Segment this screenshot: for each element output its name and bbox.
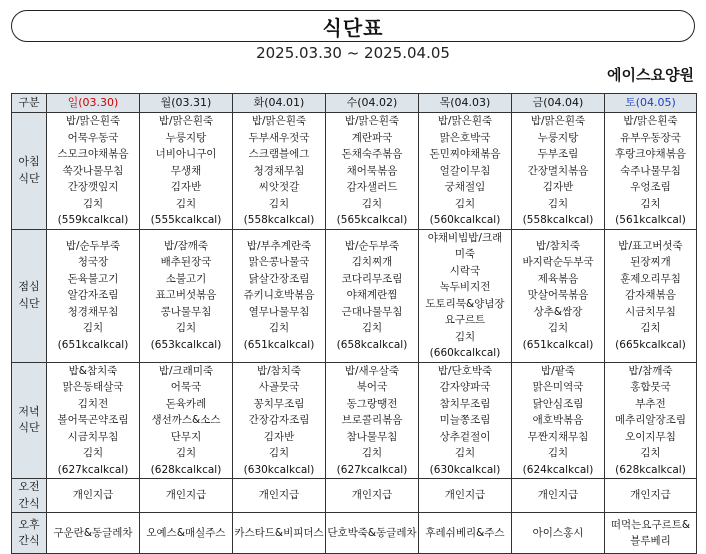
menu-item: 김치 [361,447,383,459]
snack-item: 후레쉬베리&주스 [425,526,505,539]
menu-item: 알감자조림 [67,289,119,302]
menu-item: 밥/표고버섯죽 [618,239,683,252]
menu-item: 간장멸치볶음 [527,164,589,177]
meal-cell [140,362,233,479]
menu-item: 김치 [175,197,197,210]
menu-item: 참나물무침 [346,430,398,443]
calorie-count: (651kcalkcal) [522,338,594,351]
meal-cell [47,113,140,230]
snack-cell [233,479,326,513]
menu-item: 밥/맑은흰죽 [623,115,678,127]
menu-item: 청경채무침 [253,164,305,177]
menu-item: 김자반 [263,430,295,443]
menu-item: 밥/맑은흰죽 [530,115,586,127]
am-snack-label [12,479,47,513]
menu-item: 김치 [82,447,104,459]
meal-cell [47,362,140,479]
calorie-count: (630kcalkcal) [429,463,501,476]
menu-item: 밥&참치죽 [68,364,118,377]
day-header-wed: 수(04.02) [326,94,419,113]
meal-cell [233,362,326,479]
menu-item: 감자양파국 [439,381,491,393]
menu-item: 김치 [640,447,661,459]
menu-item: 열무나물무침 [248,305,310,318]
meal-cell [512,362,605,479]
meal-cell [605,362,697,479]
menu-item: 녹두비지전 [439,281,491,293]
snack-item: 오예스&매실주스 [146,526,226,539]
page-title [11,10,695,42]
menu-item: 상추&쌈장 [533,305,583,318]
menu-item: 참치무조림 [439,397,491,410]
menu-item: 밥/맑은흰죽 [344,115,400,127]
calorie-count: (560kcalkcal) [429,214,501,226]
menu-item: 생선까스&소스 [151,414,221,426]
calorie-count: (558kcalkcal) [243,214,315,226]
menu-item: 밥/잠깨죽 [163,239,209,252]
menu-item: 밥/팥죽 [541,364,575,377]
menu-item: 김치 [454,197,476,210]
menu-item: 맛살어묵볶음 [527,289,589,302]
menu-item: 어묵우동국 [67,131,119,144]
calorie-count: (624kcalkcal) [522,463,594,476]
menu-item: 제육볶음 [537,272,579,285]
calorie-count: (660kcalkcal) [429,347,501,359]
menu-item: 김자반 [170,181,202,193]
menu-item: 김치 [547,447,569,459]
menu-item: 돈민찌야채볶음 [429,148,501,160]
menu-item: 닭안심조림 [532,397,584,410]
menu-item: 돈육카레 [165,397,207,410]
calorie-count: (665kcalkcal) [615,338,686,351]
calorie-count: (653kcalkcal) [150,338,222,351]
menu-item: 김치 [547,197,569,210]
menu-item: 브로콜리볶음 [341,414,403,426]
menu-item: 채어묵볶음 [346,164,398,177]
meal-cell [140,229,233,362]
menu-item: 김치찌개 [351,256,393,269]
menu-item: 미죽 [454,248,476,260]
snack-cell [140,513,233,554]
snack-cell [419,479,512,513]
facility-name: 에이스요양원 [607,66,694,84]
header-row [12,94,697,113]
snack-item: 단호박죽&동글레차 [327,526,417,539]
row-label-line: 간식 [18,496,40,510]
menu-item: 근대나물무침 [341,305,403,318]
snack-cell [512,513,605,554]
day-header-mon: 월(03.31) [140,94,233,113]
menu-item: 맑은콩나물국 [248,256,310,269]
menu-item: 청국장 [77,256,109,269]
row-label-line: 저녁 [18,404,40,418]
menu-item: 계란파국 [351,131,393,144]
day-header-sat: 토(04.05) [605,94,697,113]
menu-item: 얼갈이무침 [439,164,491,177]
calorie-count: (558kcalkcal) [522,214,594,226]
row-label-line: 오전 [18,480,40,493]
snack-cell [419,513,512,554]
meal-cell [233,113,326,230]
calorie-count: (630kcalkcal) [243,463,315,476]
snack-cell [512,479,605,513]
snack-item: 개인지급 [630,489,671,502]
meal-cell [419,362,512,479]
menu-item: 동그랑땡전 [346,397,398,410]
menu-item: 숙주나물무침 [620,164,681,177]
corner-label: 구분 [12,94,47,113]
menu-item: 홍합뭇국 [630,381,671,393]
calorie-count: (561kcalkcal) [615,214,686,226]
snack-item: 개인지급 [351,489,393,502]
menu-item: 감자샐러드 [346,181,398,193]
date-range: 2025.03.30 ~ 2025.04.05 [256,44,450,62]
menu-item: 너비아니구이 [155,148,217,160]
menu-item: 김치 [82,197,104,210]
menu-item: 스크램블에그 [248,148,310,160]
menu-item: 무짠지채무침 [527,430,589,443]
menu-item: 밥/맑은흰죽 [158,115,214,127]
row-label-line: 식단 [18,421,40,435]
menu-item: 김치 [361,197,383,210]
snack-item: 아이스홍시 [532,526,584,539]
menu-item: 밥/순두부죽 [65,239,121,252]
snack-cell [47,513,140,554]
row-label-line: 식단 [18,296,40,310]
meal-cell [47,229,140,362]
menu-item: 밥/참깨죽 [628,364,673,377]
menu-item: 시금치무침 [67,430,119,443]
calorie-count: (628kcalkcal) [615,463,686,476]
meal-cell [140,113,233,230]
menu-item: 누룽지탕 [537,131,579,144]
menu-item: 밥/크래미죽 [158,364,214,377]
menu-item: 씨앗젓갈 [258,181,300,193]
calorie-count: (628kcalkcal) [150,463,222,476]
snack-item: 개인지급 [537,489,579,502]
menu-item: 김치전 [77,397,109,410]
menu-item: 콩나물무침 [160,305,212,318]
meal-cell [512,113,605,230]
menu-item: 훈제오리무침 [620,272,681,285]
menu-item: 도토리묵&양념장 [425,297,505,310]
menu-item: 사골뭇국 [258,381,300,393]
menu-item: 간장감자조림 [248,414,310,426]
menu-item: 상추겉절이 [439,430,491,443]
menu-item: 밥/단호박죽 [437,364,493,377]
menu-item: 어묵국 [170,381,202,393]
menu-item: 김자반 [542,181,574,193]
menu-item: 쑥갓나물무침 [62,164,124,177]
snack-item: 개인지급 [444,489,486,502]
menu-item: 김치 [361,322,383,335]
pm-snack-label [12,513,47,554]
day-header-thu: 목(04.03) [419,94,512,113]
calorie-count: (565kcalkcal) [336,214,408,226]
row-label-line: 식단 [18,171,40,185]
menu-item: 우엉조림 [630,181,671,193]
calorie-count: (627kcalkcal) [57,463,129,476]
menu-item: 김치 [268,447,290,459]
menu-item: 두부새우젓국 [248,131,310,144]
menu-item: 누룽지탕 [165,131,207,144]
menu-item: 두부조림 [537,148,579,160]
menu-item: 돈육불고기 [67,272,119,285]
menu-item: 꽁치무조림 [253,397,305,410]
calorie-count: (651kcalkcal) [243,338,315,351]
menu-item: 간장깻잎지 [67,181,119,193]
snack-cell [605,479,697,513]
calorie-count: (658kcalkcal) [336,338,408,351]
menu-item: 밥/순두부죽 [344,239,400,252]
menu-item: 감자채볶음 [625,289,676,302]
menu-item: 김치 [640,197,661,210]
day-header-tue: 화(04.01) [233,94,326,113]
menu-item: 김치 [547,322,569,335]
meal-cell [605,229,697,362]
breakfast-row [12,113,697,230]
breakfast-label [12,113,47,230]
menu-item: 스모크야채볶음 [57,148,129,160]
menu-item: 배추된장국 [160,256,212,269]
row-label-line: 간식 [18,534,40,547]
menu-item: 볼어묵곤약조림 [57,414,129,426]
menu-item: 부추전 [635,397,666,410]
menu-item: 밥/맑은흰죽 [437,115,493,127]
dinner-row [12,362,697,479]
menu-item: 후랑크야채볶음 [614,148,686,160]
menu-item: 밥/참치죽 [535,239,581,252]
menu-item: 야채비빔밥/크래 [427,231,503,244]
menu-item: 맑은호박국 [439,131,491,144]
snack-item: 개인지급 [165,489,207,502]
snack-cell [47,479,140,513]
menu-item: 궁채절임 [444,181,486,193]
snack-cell [605,513,697,554]
menu-item: 밥/부추계란죽 [246,239,312,252]
menu-item: 김치 [640,322,661,335]
menu-item: 단무지 [170,430,202,443]
page-title-text: 식단표 [322,15,384,40]
meal-cell [326,113,419,230]
snack-cell [140,479,233,513]
am-snack-row [12,479,697,513]
pm-snack-row [12,513,697,554]
menu-item: 바지락순두부국 [522,256,594,269]
snack-item: 개인지급 [258,489,300,502]
menu-item: 김치 [175,447,197,459]
menu-item: 밥/새우살죽 [344,364,400,377]
menu-item: 김치 [454,447,476,459]
menu-item: 닭살간장조림 [248,272,310,285]
menu-item: 된장찌개 [630,256,671,269]
menu-item: 밥/맑은흰죽 [65,115,121,127]
menu-item: 시락국 [449,264,481,277]
menu-item: 오이지무침 [625,430,676,443]
calorie-count: (555kcalkcal) [150,214,222,226]
meal-cell [419,229,512,362]
meal-cell [512,229,605,362]
snack-item: 구운란&동글레차 [53,526,133,539]
menu-item: 쥬키니호박볶음 [243,289,315,302]
meal-cell [605,113,697,230]
day-header-fri: 금(04.04) [512,94,605,113]
meal-cell [419,113,512,230]
menu-item: 소불고기 [165,272,207,285]
menu-item: 김치 [268,322,290,335]
menu-item: 무생채 [170,164,202,177]
menu-item: 맑은미역국 [532,381,584,393]
menu-item: 김치 [454,330,476,343]
menu-item: 북어국 [356,381,388,393]
menu-item: 맑은동태살국 [62,381,124,393]
snack-item: 개인지급 [72,489,114,502]
row-label-line: 아침 [18,155,40,169]
menu-item: 밥/맑은흰죽 [251,115,307,127]
snack-item: 떠먹는요구르트&블루베리 [610,518,691,547]
snack-cell [326,479,419,513]
menu-item: 시금치무침 [625,305,676,318]
menu-item: 야채계란찜 [346,289,398,302]
day-header-sun: 일(03.30) [47,94,140,113]
lunch-row [12,229,697,362]
menu-item: 유부우동장국 [620,131,681,144]
dinner-label [12,362,47,479]
meal-cell [233,229,326,362]
menu-item: 김치 [268,197,290,210]
menu-item: 김치 [82,322,104,335]
menu-item: 표고버섯볶음 [155,289,217,302]
meal-cell [326,229,419,362]
row-label-line: 오후 [18,517,40,531]
lunch-label [12,229,47,362]
menu-item: 밥/참치죽 [256,364,302,377]
menu-item: 애호박볶음 [532,414,584,426]
row-label-line: 점심 [18,280,40,293]
menu-item: 미늘쫑조림 [439,414,491,426]
menu-item: 메추리알장조림 [614,414,686,426]
meal-plan-table [11,93,697,554]
menu-item: 김치 [175,322,197,335]
snack-cell [326,513,419,554]
calorie-count: (627kcalkcal) [336,463,408,476]
menu-item: 청경채무침 [67,305,119,318]
snack-cell [233,513,326,554]
menu-item: 요구르트 [444,314,486,326]
menu-item: 돈채숙주볶음 [341,148,403,160]
calorie-count: (651kcalkcal) [57,338,129,351]
menu-item: 코다리무조림 [341,272,403,285]
meal-cell [326,362,419,479]
snack-item: 카스타드&비피더스 [234,526,324,539]
calorie-count: (559kcalkcal) [57,214,129,226]
